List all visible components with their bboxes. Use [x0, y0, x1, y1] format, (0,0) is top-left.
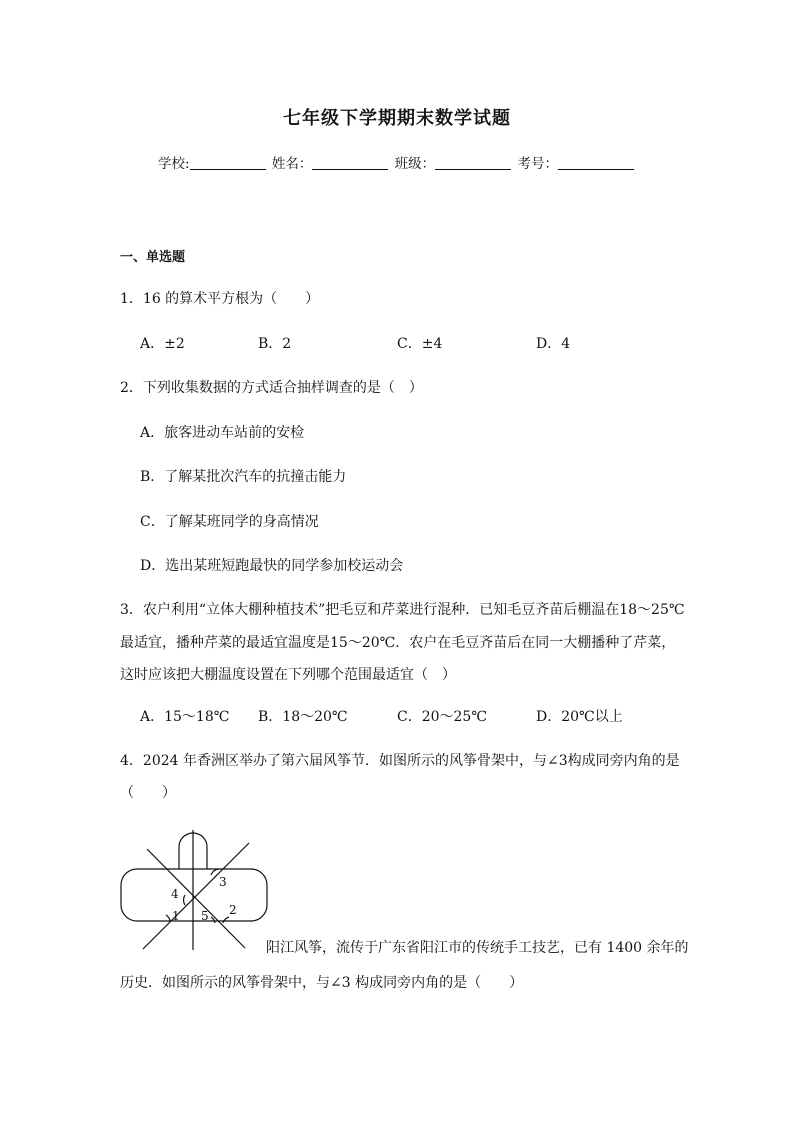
class-label: 班级： [394, 156, 436, 172]
question-1-option-c[interactable]: C．±4 [397, 336, 443, 352]
question-1-option-b[interactable]: B．2 [258, 336, 292, 352]
exam-number-blank[interactable] [558, 155, 634, 170]
question-3-option-a[interactable]: A．15～18℃ [140, 709, 230, 725]
question-4-stem-line-2: （ ） [120, 785, 176, 801]
question-2-option-c[interactable]: C．了解某班同学的身高情况 [140, 514, 319, 530]
exam-number-label: 考号： [517, 156, 558, 172]
page-title: 七年级下学期期末数学试题 [283, 108, 511, 129]
question-4-continuation-line-2: 历史．如图所示的风筝骨架中，与∠3 构成同旁内角的是（ ） [120, 975, 524, 991]
question-3-option-d[interactable]: D．20℃以上 [536, 709, 623, 725]
school-label: 学校: [158, 156, 190, 172]
question-4-continuation-line-1: 阳江风筝，流传于广东省阳江市的传统手工技艺，已有 1400 余年的 [266, 940, 689, 956]
question-2-option-a[interactable]: A．旅客进动车站前的安检 [140, 425, 305, 441]
question-3-stem-line-2: 最适宜，播种芹菜的最适宜温度是15～20℃．农户在毛豆齐苗后在同一大棚播种了芹菜， [120, 635, 676, 651]
name-label: 姓名： [271, 156, 313, 172]
question-4-stem-line-1: 4．2024 年香洲区举办了第六届风筝节．如图所示的风筝骨架中，与∠3构成同旁内角的是 [120, 753, 680, 769]
figure-label-5: 5 [201, 909, 209, 923]
name-blank[interactable] [312, 155, 388, 170]
student-info-row [0, 152, 794, 172]
question-2-stem: 2．下列收集数据的方式适合抽样调查的是（ ） [120, 380, 423, 396]
kite-skeleton-figure [115, 825, 275, 950]
school-blank[interactable] [190, 155, 266, 170]
question-2-option-b[interactable]: B．了解某批次汽车的抗撞击能力 [140, 469, 347, 485]
question-1-option-d[interactable]: D．4 [536, 336, 571, 352]
figure-label-1: 1 [172, 909, 180, 923]
figure-label-4: 4 [171, 887, 179, 901]
question-1-stem: 1．16 的算术平方根为（ ） [120, 291, 320, 307]
question-2-option-d[interactable]: D．选出某班短跑最快的同学参加校运动会 [140, 558, 404, 574]
question-3-stem-line-3: 这时应该把大棚温度设置在下列哪个范围最适宜（ ） [120, 667, 456, 683]
question-3-stem-line-1: 3．农户利用“立体大棚种植技术”把毛豆和芹菜进行混种．已知毛豆齐苗后棚温在18～25℃ [120, 602, 685, 618]
figure-label-2: 2 [229, 903, 237, 917]
question-3-option-b[interactable]: B．18～20℃ [258, 709, 348, 725]
class-blank[interactable] [435, 155, 511, 170]
question-3-option-c[interactable]: C．20～25℃ [397, 709, 488, 725]
section-heading: 一、单选题 [120, 250, 186, 265]
figure-label-3: 3 [219, 875, 227, 889]
question-1-option-a[interactable]: A．±2 [140, 336, 185, 352]
